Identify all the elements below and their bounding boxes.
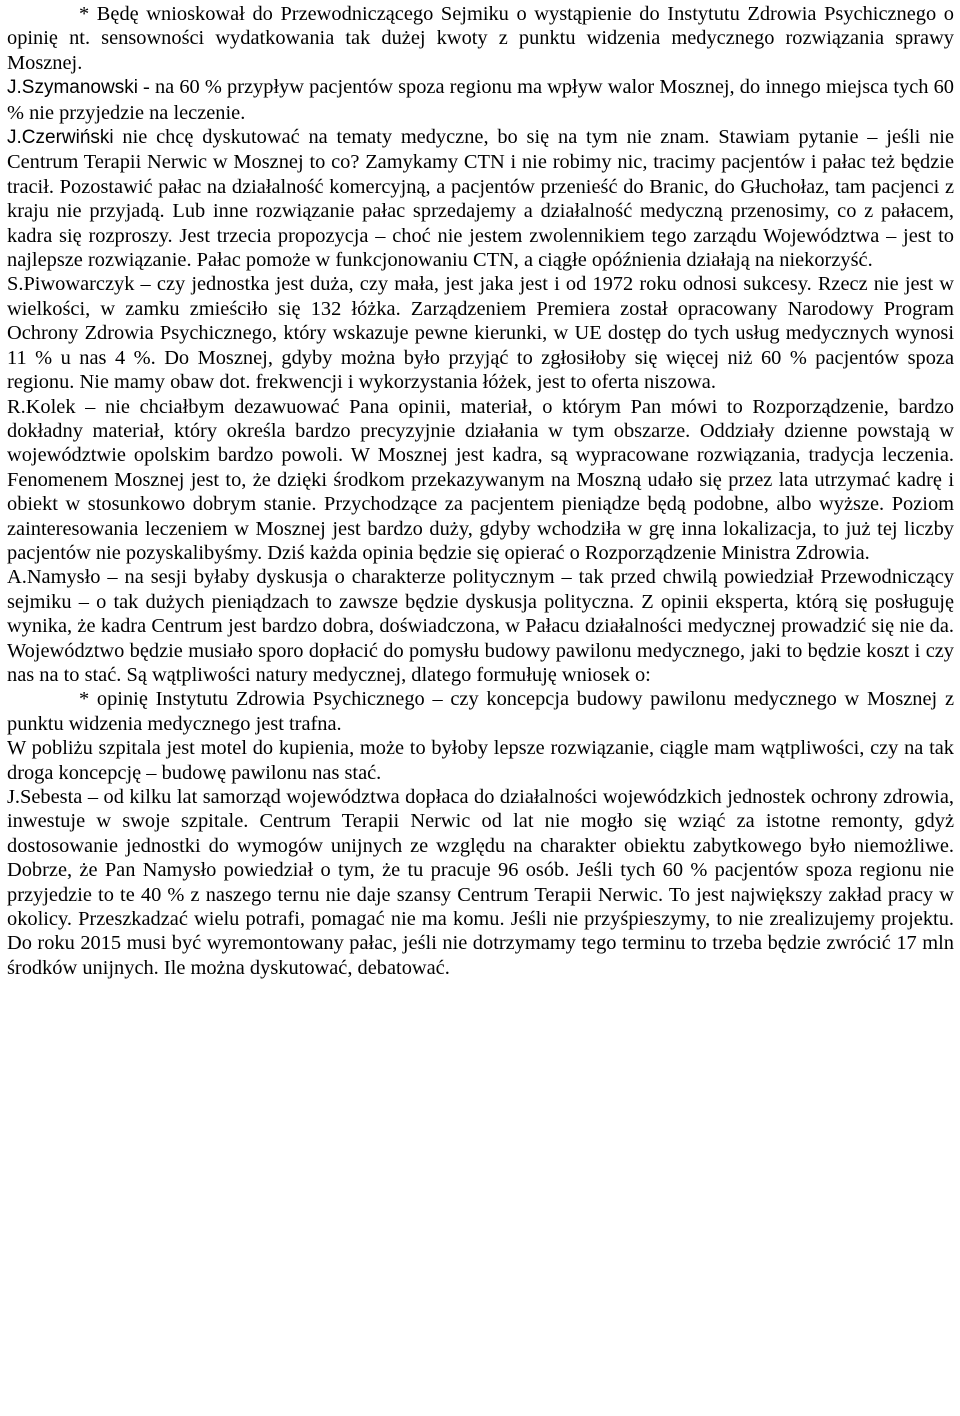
paragraph-motion-1: * Będę wnioskował do Przewodniczącego Sejmiku o wystąpienie do Instytutu Zdrowia Psychicznego o opinię nt. sensowności wydatkowania tak dużej kwoty z punktu widzenia medycznego rozwiązania sprawy Mosznej. — [7, 3, 954, 74]
paragraph-motion-2: * opinię Instytutu Zdrowia Psychicznego – czy koncepcja budowy pawilonu medycznego w Mosznej z punktu widzenia medycznego jest trafna. — [7, 688, 954, 735]
paragraph-piwowarczyk: S.Piwowarczyk – czy jednostka jest duża, czy mała, jest jaka jest i od 1972 roku odnosi sukcesy. Rzecz nie jest w wielkości, w zamku zmieściło się 132 łóżka. Zarządzeniem Premiera został opracowany Narodowy Program Ochrony Zdrowia Psychicznego, który wskazuje pewne kierunki, w UE dostęp do tych usług medycznych wynosi 11 % u nas 4 %. Do Mosznej, gdyby można było przyjąć to zgłosiłoby się więcej niż 60 % pacjentów spoza regionu. Nie mamy obaw dot. frekwencji i wykorzystania łóżek, jest to oferta niszowa. — [7, 273, 954, 394]
paragraph-sebesta: J.Sebesta – od kilku lat samorząd województwa dopłaca do działalności wojewódzkich jednostek ochrony zdrowia, inwestuje w swoje szpitale. Centrum Terapii Nerwic od lat nie mogło się wziąć za istotne remonty, gdyż dostosowanie jednostki do wymogów unijnych ze względu na charakter obiektu zabytkowego było niemożliwe. Dobrze, że Pan Namysło powiedział o tym, że tu pracuje 96 osób. Jeśli tych 60 % pacjentów spoza regionu nie przyjedzie to te 40 % z naszego ternu nie daje szansy Centrum Terapii Nerwic. To jest największy zakład pracy w okolicy. Przeszkadzać wielu potrafi, pomagać nie ma komu. Jeśli nie przyśpieszymy, to nie zrealizujemy projektu. Do roku 2015 musi być wyremontowany pałac, jeśli nie dotrzymamy tego terminu to trzeba będzie zwrócić 17 mln środków unijnych. Ile można dyskutować, debatować. — [7, 786, 954, 979]
paragraph-szymanowski: J.Szymanowski - na 60 % przypływ pacjentów spoza regionu ma wpływ walor Mosznej, do innego miejsca tych 60 % nie przyjedzie na leczenie. — [7, 76, 954, 124]
paragraph-motel: W pobliżu szpitala jest motel do kupienia, może to byłoby lepsze rozwiązanie, ciągle mam wątpliwości, czy na tak droga koncepcję – budowę pawilonu nas stać. — [7, 737, 954, 784]
speaker-name: J.Czerwiński — [7, 127, 114, 149]
paragraph-kolek: R.Kolek – nie chciałbym dezawuować Pana opinii, materiał, o którym Pan mówi to Rozporządzenie, bardzo dokładny materiał, który określa bardzo precyzyjnie działania w tym obszarze. Oddziały dzienne powstają w województwie opolskim bardzo powoli. W Mosznej jest kadra, są wypracowane rozwiązania, tradycja leczenia. Fenomenem Mosznej jest to, że dzięki środkom przekazywanym na Moszną udało się przez lata utrzymać kadrę i obiekt w stosunkowo dobrym stanie. Przychodzące za pacjentem pieniądze będą podobne, albo wyższe. Poziom zainteresowania leczeniem w Mosznej jest bardzo duży, gdyby wchodziła w grę inna lokalizacja, to już tej liczby pacjentów nie pozyskalibyśmy. Dziś każda opinia będzie się opierać o Rozporządzenie Ministra Zdrowia. — [7, 395, 954, 564]
paragraph-czerwinski: J.Czerwiński nie chcę dyskutować na tematy medyczne, bo się na tym nie znam. Stawiam pytanie – jeśli nie Centrum Terapii Nerwic w Mosznej to co? Zamykamy CTN i nie robimy nic, tracimy pacjentów i pałac też będzie tracił. Pozostawić pałac na działalność komercyjną, a pacjentów przenieść do Branic, do Głuchołaz, tam pacjenci z kraju nie przyjadą. Lub inne rozwiązanie pałac sprzedajemy a działalność medyczną przenosimy, co z pałacem, kadra się rozproszy. Jest trzecia propozycja – choć nie jestem zwolennikiem tego zarządu Województwa – jest to najlepsze rozwiązanie. Pałac pomoże w funkcjonowaniu CTN, a ciągłe opóźnienia działają na niekorzyść. — [7, 126, 954, 272]
speaker-name: J.Szymanowski — [7, 77, 138, 99]
paragraph-namyslo: A.Namysło – na sesji byłaby dyskusja o charakterze politycznym – tak przed chwilą powiedział Przewodniczący sejmiku – o tak dużych pieniądzach to zawsze będzie dyskusja polityczna. Z opinii eksperta, którą się posługuję wynika, że kadra Centrum jest bardzo dobra, doświadczona, w Pałacu działalności medycznej prowadzić się nie da. Województwo będzie musiało sporo dopłacić do pomysłu budowy pawilonu medycznego, jaki to będzie koszt i czy nas na to stać. Są wątpliwości natury medycznej, dlatego formułuję wniosek o: — [7, 566, 954, 686]
